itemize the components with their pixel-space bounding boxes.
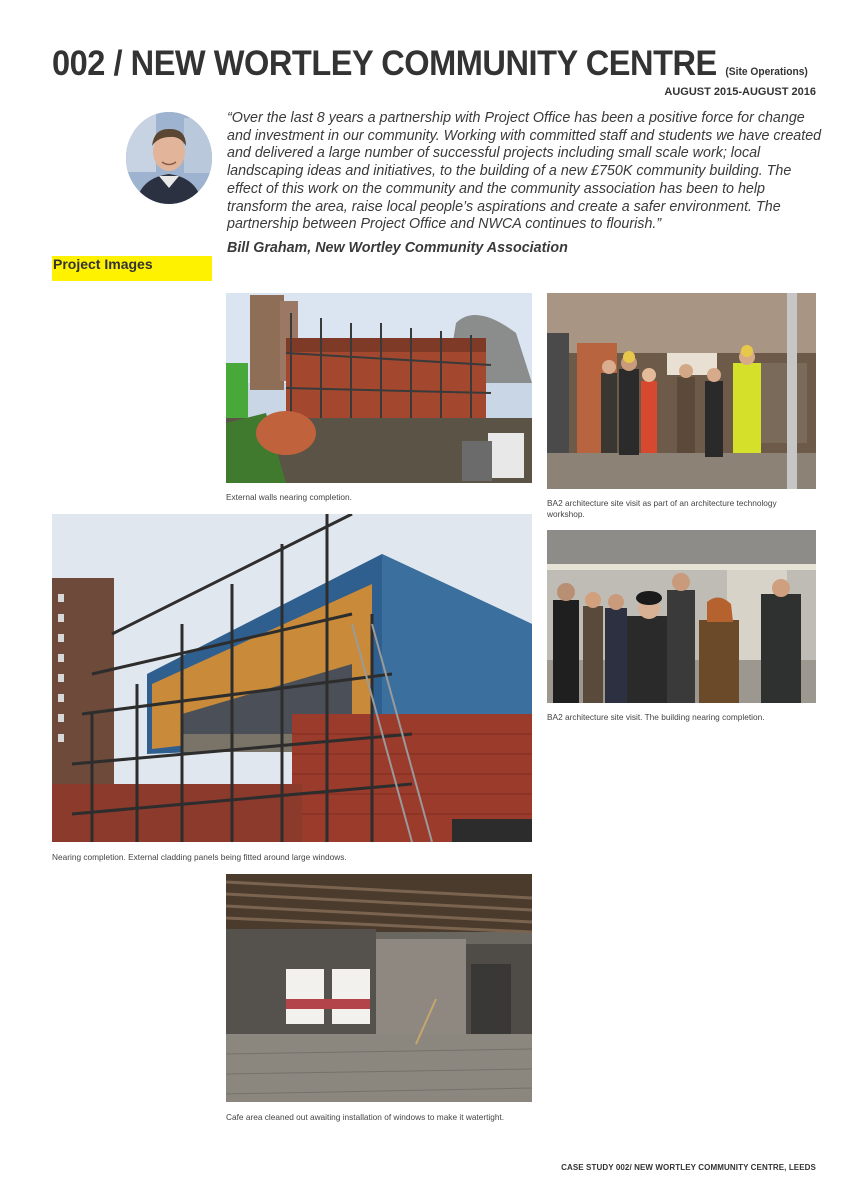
photo-cafe-area [226,874,532,1102]
page-title [52,44,808,84]
page-subtitle: (Site Operations) [725,66,808,78]
photo-site-visit-completion [547,530,816,703]
photo-external-walls [226,293,532,483]
avatar [126,112,212,204]
avatar-portrait-image [126,112,212,204]
page-footer: CASE STUDY 002/ NEW WORTLEY COMMUNITY CENTRE, LEEDS [561,1163,816,1172]
page-title-text: 002 / NEW WORTLEY COMMUNITY CENTRE [52,44,717,83]
caption-external-walls: External walls nearing completion. [226,492,352,502]
testimonial-author: Bill Graham, New Wortley Community Association [227,240,568,256]
caption-site-visit-workshop: BA2 architecture site visit as part of an architecture technology workshop. [547,498,777,519]
caption-site-visit-completion: BA2 architecture site visit. The building nearing completion. [547,712,765,722]
photo-site-visit-workshop [547,293,816,489]
photo-cladding-panels [52,514,532,842]
testimonial-quote: “Over the last 8 years a partnership with Project Office has been a positive force for change and investment in our community. Working with committed staff and students we have created and delivered a large number of successful projects including small scale work; local landscaping ideas and initiatives, to the building of a new £750K community building. The effect of this work on the community and the community association has been to help transform the area, raise local people’s aspirations and create a safer environment. The partnership between Project Office and NWCA continues to flourish.” [227,110,822,233]
caption-cladding-panels: Nearing completion. External cladding panels being fitted around large windows. [52,852,347,862]
project-dates: AUGUST 2015-AUGUST 2016 [664,86,816,98]
caption-cafe-area: Cafe area cleaned out awaiting installation of windows to make it watertight. [226,1112,505,1122]
section-label: Project Images [52,256,212,281]
